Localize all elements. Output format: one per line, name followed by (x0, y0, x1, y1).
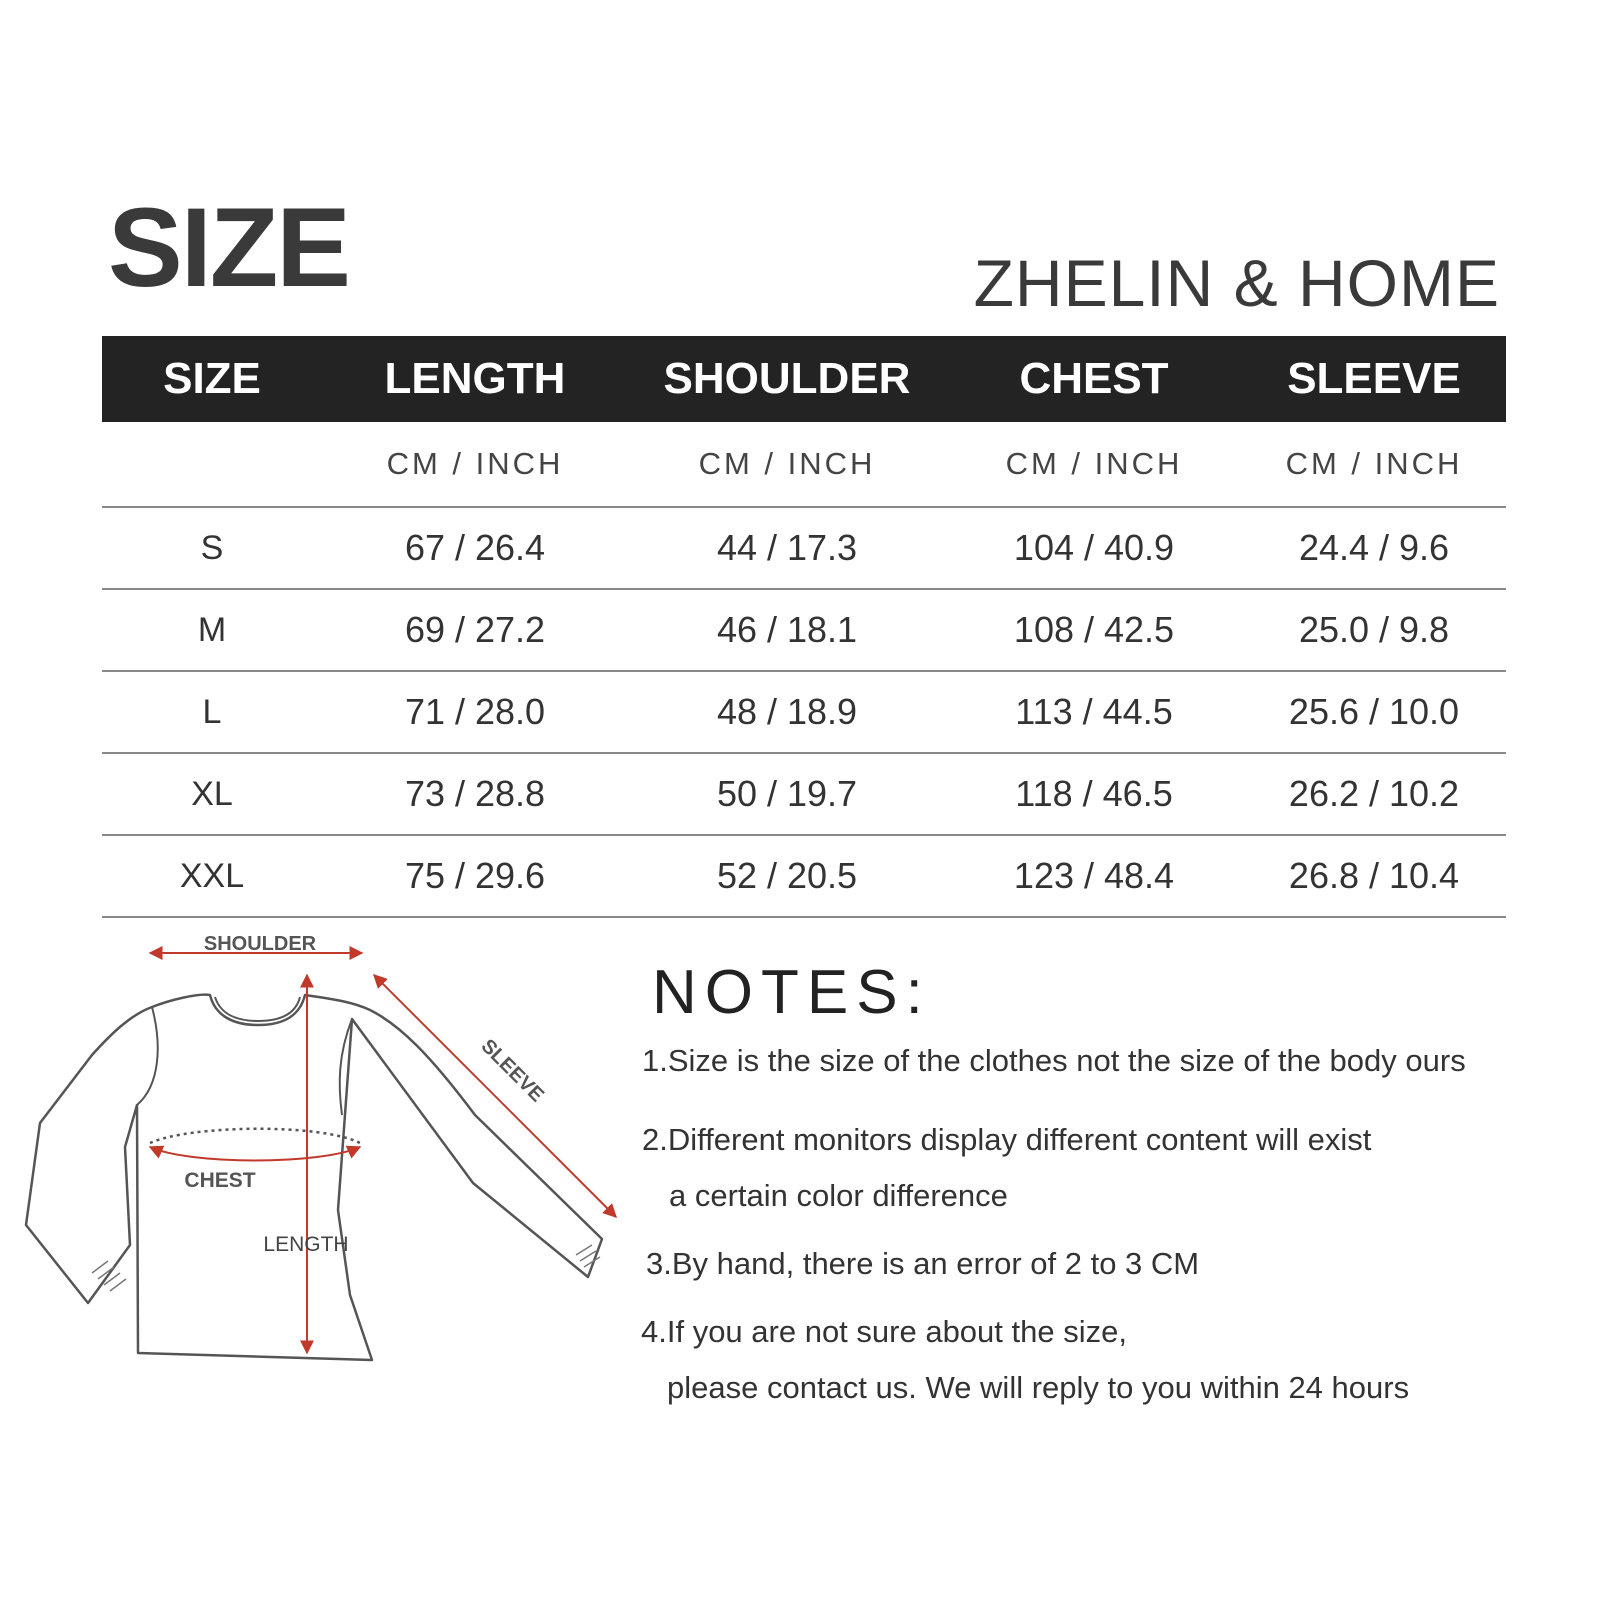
shirt-outline (26, 995, 602, 1360)
note-line: 2.Different monitors display different content will exist (642, 1122, 1372, 1157)
size-label: M (102, 589, 322, 671)
length-value: 75 / 29.6 (322, 835, 628, 917)
header-length: LENGTH (322, 336, 628, 422)
chest-value: 113 / 44.5 (946, 671, 1242, 753)
chest-label: CHEST (184, 1169, 256, 1192)
size-label: S (102, 507, 322, 589)
length-value: 69 / 27.2 (322, 589, 628, 671)
header-shoulder: SHOULDER (628, 336, 946, 422)
shoulder-value: 46 / 18.1 (628, 589, 946, 671)
size-label: L (102, 671, 322, 753)
sleeve-value: 25.6 / 10.0 (1242, 671, 1506, 753)
note-line: a certain color difference (669, 1178, 1008, 1213)
header-chest: CHEST (946, 336, 1242, 422)
length-value: 71 / 28.0 (322, 671, 628, 753)
table-row (102, 835, 1506, 917)
size-label: XXL (102, 835, 322, 917)
table-row (102, 753, 1506, 835)
note-line: 4.If you are not sure about the size, (641, 1314, 1127, 1349)
table-row (102, 507, 1506, 589)
table-row (102, 671, 1506, 753)
shoulder-value: 48 / 18.9 (628, 671, 946, 753)
note-line: 3.By hand, there is an error of 2 to 3 CM (646, 1246, 1200, 1281)
unit-cell (102, 422, 322, 507)
sleeve-value: 25.0 / 9.8 (1242, 589, 1506, 671)
header-size: SIZE (102, 336, 322, 422)
sleeve-label: SLEEVE (476, 1035, 548, 1107)
unit-cell: CM / INCH (322, 422, 628, 507)
shoulder-label: SHOULDER (203, 933, 317, 955)
sleeve-value: 26.8 / 10.4 (1242, 835, 1506, 917)
header-sleeve: SLEEVE (1242, 336, 1506, 422)
shirt-measurement-diagram (20, 933, 640, 1415)
length-value: 67 / 26.4 (322, 507, 628, 589)
length-label: LENGTH (263, 1233, 349, 1256)
unit-cell: CM / INCH (946, 422, 1242, 507)
size-label: XL (102, 753, 322, 835)
chest-value: 104 / 40.9 (946, 507, 1242, 589)
length-value: 73 / 28.8 (322, 753, 628, 835)
shoulder-value: 52 / 20.5 (628, 835, 946, 917)
sleeve-value: 24.4 / 9.6 (1242, 507, 1506, 589)
note-line: 1.Size is the size of the clothes not the size of the body ours (642, 1043, 1466, 1078)
table-row (102, 589, 1506, 671)
chest-value: 108 / 42.5 (946, 589, 1242, 671)
size-chart-table (102, 336, 1506, 918)
sleeve-value: 26.2 / 10.2 (1242, 753, 1506, 835)
unit-cell: CM / INCH (1242, 422, 1506, 507)
units-row (102, 422, 1506, 507)
unit-cell: CM / INCH (628, 422, 946, 507)
note-line: please contact us. We will reply to you within 24 hours (667, 1370, 1410, 1405)
shoulder-value: 50 / 19.7 (628, 753, 946, 835)
table-header-row (102, 336, 1506, 422)
page-title: SIZE (108, 185, 349, 310)
chest-value: 118 / 46.5 (946, 753, 1242, 835)
notes-title: NOTES: (652, 958, 931, 1027)
brand-name: ZHELIN & HOME (973, 246, 1500, 320)
chest-value: 123 / 48.4 (946, 835, 1242, 917)
shoulder-value: 44 / 17.3 (628, 507, 946, 589)
